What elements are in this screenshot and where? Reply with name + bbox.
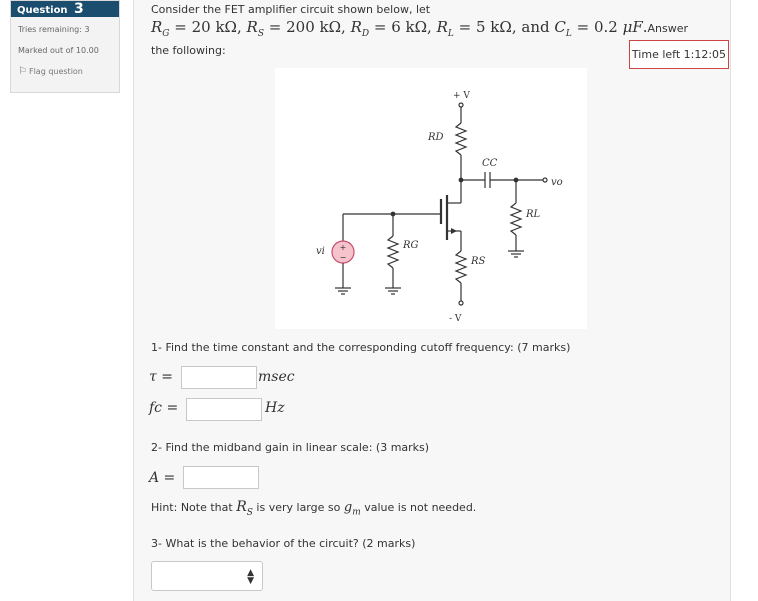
rd-resistor — [456, 123, 466, 155]
vminus-label: - V — [449, 314, 462, 324]
fet-amplifier-circuit-figure — [275, 68, 587, 329]
q3-text: 3- What is the behavior of the circuit? (2 marks) — [151, 537, 416, 550]
vi-minus-sign: − — [339, 253, 347, 262]
vo-terminal — [543, 178, 547, 182]
hint-text — [151, 499, 476, 518]
vo-label: vo — [551, 177, 563, 188]
hint-middle: is very large so — [256, 501, 341, 514]
fc-label: fc = — [149, 400, 179, 416]
param-rl: $R_L = 5$ kΩ, — [436, 18, 517, 39]
param-cl: $C_L = 0.2$ μF. — [554, 18, 648, 39]
answer-word: Answer — [647, 22, 689, 35]
question-label: Question — [17, 5, 68, 16]
rg-resistor — [388, 236, 398, 268]
param-rs: $R_S = 200$ kΩ, — [246, 18, 346, 39]
q1-text: 1- Find the time constant and the corresponding cutoff frequency: (7 marks) — [151, 341, 571, 354]
param-and: and — [521, 18, 550, 36]
vplus-label: + V — [453, 91, 470, 101]
tau-input[interactable] — [181, 366, 257, 389]
a-input[interactable] — [183, 466, 259, 489]
updown-caret-icon: ▲ ▼ — [247, 568, 254, 586]
fc-unit: Hz — [265, 400, 285, 416]
question-header — [11, 1, 119, 17]
flag-question-label: Flag question — [28, 67, 83, 76]
tries-remaining: Tries remaining: 3 — [18, 25, 90, 34]
question-intro: Consider the FET amplifier circuit shown below, let — [151, 3, 431, 16]
param-rg: $R_G = 20$ kΩ, — [151, 18, 242, 39]
param-rd: $R_D = 6$ kΩ, — [350, 18, 432, 39]
behavior-select[interactable] — [151, 561, 263, 591]
time-left-timer: Time left 1:12:05 — [629, 40, 729, 69]
vi-label: vi — [316, 246, 325, 257]
question-content — [133, 0, 731, 601]
vi-plus-sign: + — [339, 243, 347, 252]
question-info-panel — [10, 0, 120, 93]
tau-label: τ = — [149, 369, 173, 385]
rd-label: RD — [428, 132, 444, 143]
question-following: the following: — [151, 44, 226, 57]
rg-label: RG — [403, 240, 419, 251]
flag-question-link[interactable] — [11, 66, 119, 77]
hint-gm: $g_m$ — [343, 500, 361, 518]
rl-label: RL — [526, 209, 541, 220]
tau-unit: msec — [258, 369, 295, 385]
rl-resistor — [511, 203, 521, 235]
hint-rs: $R_S$ — [236, 499, 253, 518]
q2-text: 2- Find the midband gain in linear scale: (3 marks) — [151, 441, 430, 454]
hint-suffix: value is not needed. — [364, 501, 477, 514]
hint-prefix: Hint: Note that — [151, 501, 233, 514]
question-number: 3 — [74, 1, 84, 17]
fc-input[interactable] — [186, 398, 262, 421]
circuit-svg — [275, 68, 587, 329]
marked-out-of: Marked out of 10.00 — [18, 46, 99, 55]
rs-label: RS — [471, 256, 486, 267]
vss-terminal — [459, 301, 463, 305]
cc-label: CC — [482, 158, 498, 169]
a-label: A = — [149, 470, 176, 486]
flag-icon: ⚐ — [18, 66, 27, 77]
rs-resistor — [456, 251, 466, 283]
vdd-terminal — [459, 103, 463, 107]
parameters-line — [151, 18, 688, 39]
